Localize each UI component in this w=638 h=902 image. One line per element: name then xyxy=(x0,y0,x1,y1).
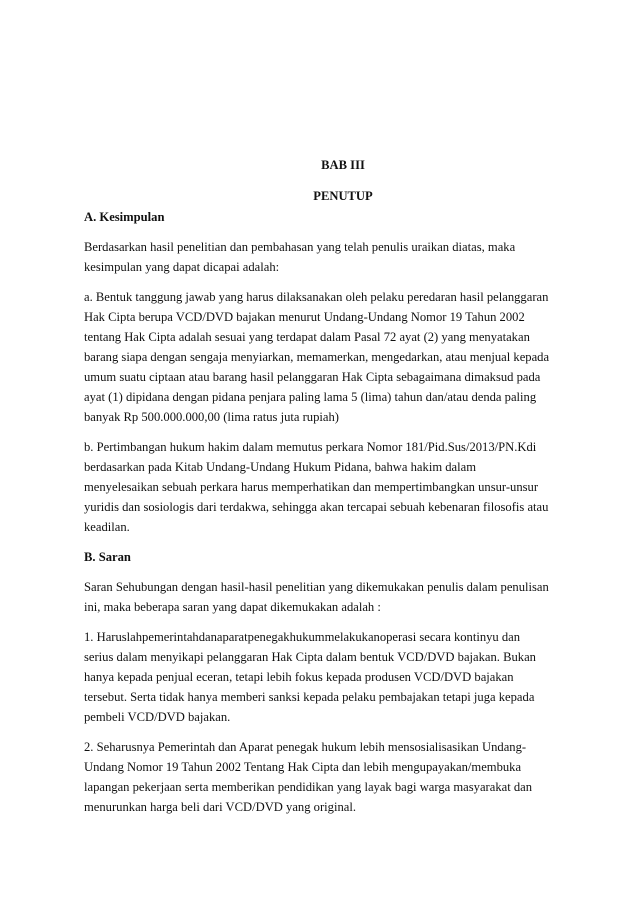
paragraph-intro-kesimpulan: Berdasarkan hasil penelitian dan pembahasan yang telah penulis uraikan diatas, maka kesimpulan yang dapat dicapai adalah: xyxy=(84,240,516,274)
paragraph-conclusion-b: b. Pertimbangan hukum hakim dalam memutus perkara Nomor 181/Pid.Sus/2013/PN.Kdi berdasarkan pada Kitab Undang-Undang Hukum Pidana, bahwa hakim dalam menyelesaikan sebuah perkara harus memperhatikan dan mempertimbangkan unsur-unsur yuridis dan sosiologis dari terdakwa, sehingga akan tercapai sebuah kebenaran filosofis atau keadilan. xyxy=(84,440,549,534)
section-heading-saran: B. Saran xyxy=(84,550,131,564)
section-heading-kesimpulan: A. Kesimpulan xyxy=(84,210,165,224)
chapter-number: BAB III xyxy=(321,158,365,172)
paragraph-suggestion-1: 1. Haruslahpemerintahdanaparatpenegakhukummelakukanoperasi secara kontinyu dan serius dalam menyikapi pelanggaran Hak Cipta dalam bentuk VCD/DVD bajakan. Bukan hanya kepada penjual eceran, tetapi lebih fokus kepada produsen VCD/DVD bajakan tersebut. Serta tidak hanya memberi sanksi kepada pelaku pembajakan tetapi juga kepada pembeli VCD/DVD bajakan. xyxy=(84,630,536,724)
paragraph-suggestion-2: 2. Seharusnya Pemerintah dan Aparat penegak hukum lebih mensosialisasikan Undang-Undang Nomor 19 Tahun 2002 Tentang Hak Cipta dan lebih mengupayakan/membuka lapangan pekerjaan serta memberikan pendidikan yang layak bagi warga masyarakat dan menurunkan harga beli dari VCD/DVD yang original. xyxy=(84,740,533,814)
paragraph-intro-saran: Saran Sehubungan dengan hasil-hasil penelitian yang dikemukakan penulis dalam penulisan ini, maka beberapa saran yang dapat dikemukakan adalah : xyxy=(84,580,549,614)
document-body xyxy=(84,207,552,827)
paragraph-conclusion-a: a. Bentuk tanggung jawab yang harus dilaksanakan oleh pelaku peredaran hasil pelanggaran Hak Cipta berupa VCD/DVD bajakan menurut Undang-Undang Nomor 19 Tahun 2002 tentang Hak Cipta adalah sesuai yang terdapat dalam Pasal 72 ayat (2) yang menyatakan barang siapa dengan sengaja menyiarkan, memamerkan, mengedarkan, atau menjual kepada umum suatu ciptaan atau barang hasil pelanggaran Hak Cipta sebagaimana dimaksud pada ayat (1) dipidana dengan pidana penjara paling lama 5 (lima) tahun dan/atau denda paling banyak Rp 500.000.000,00 (lima ratus juta rupiah) xyxy=(84,290,550,424)
chapter-title: PENUTUP xyxy=(313,189,373,203)
